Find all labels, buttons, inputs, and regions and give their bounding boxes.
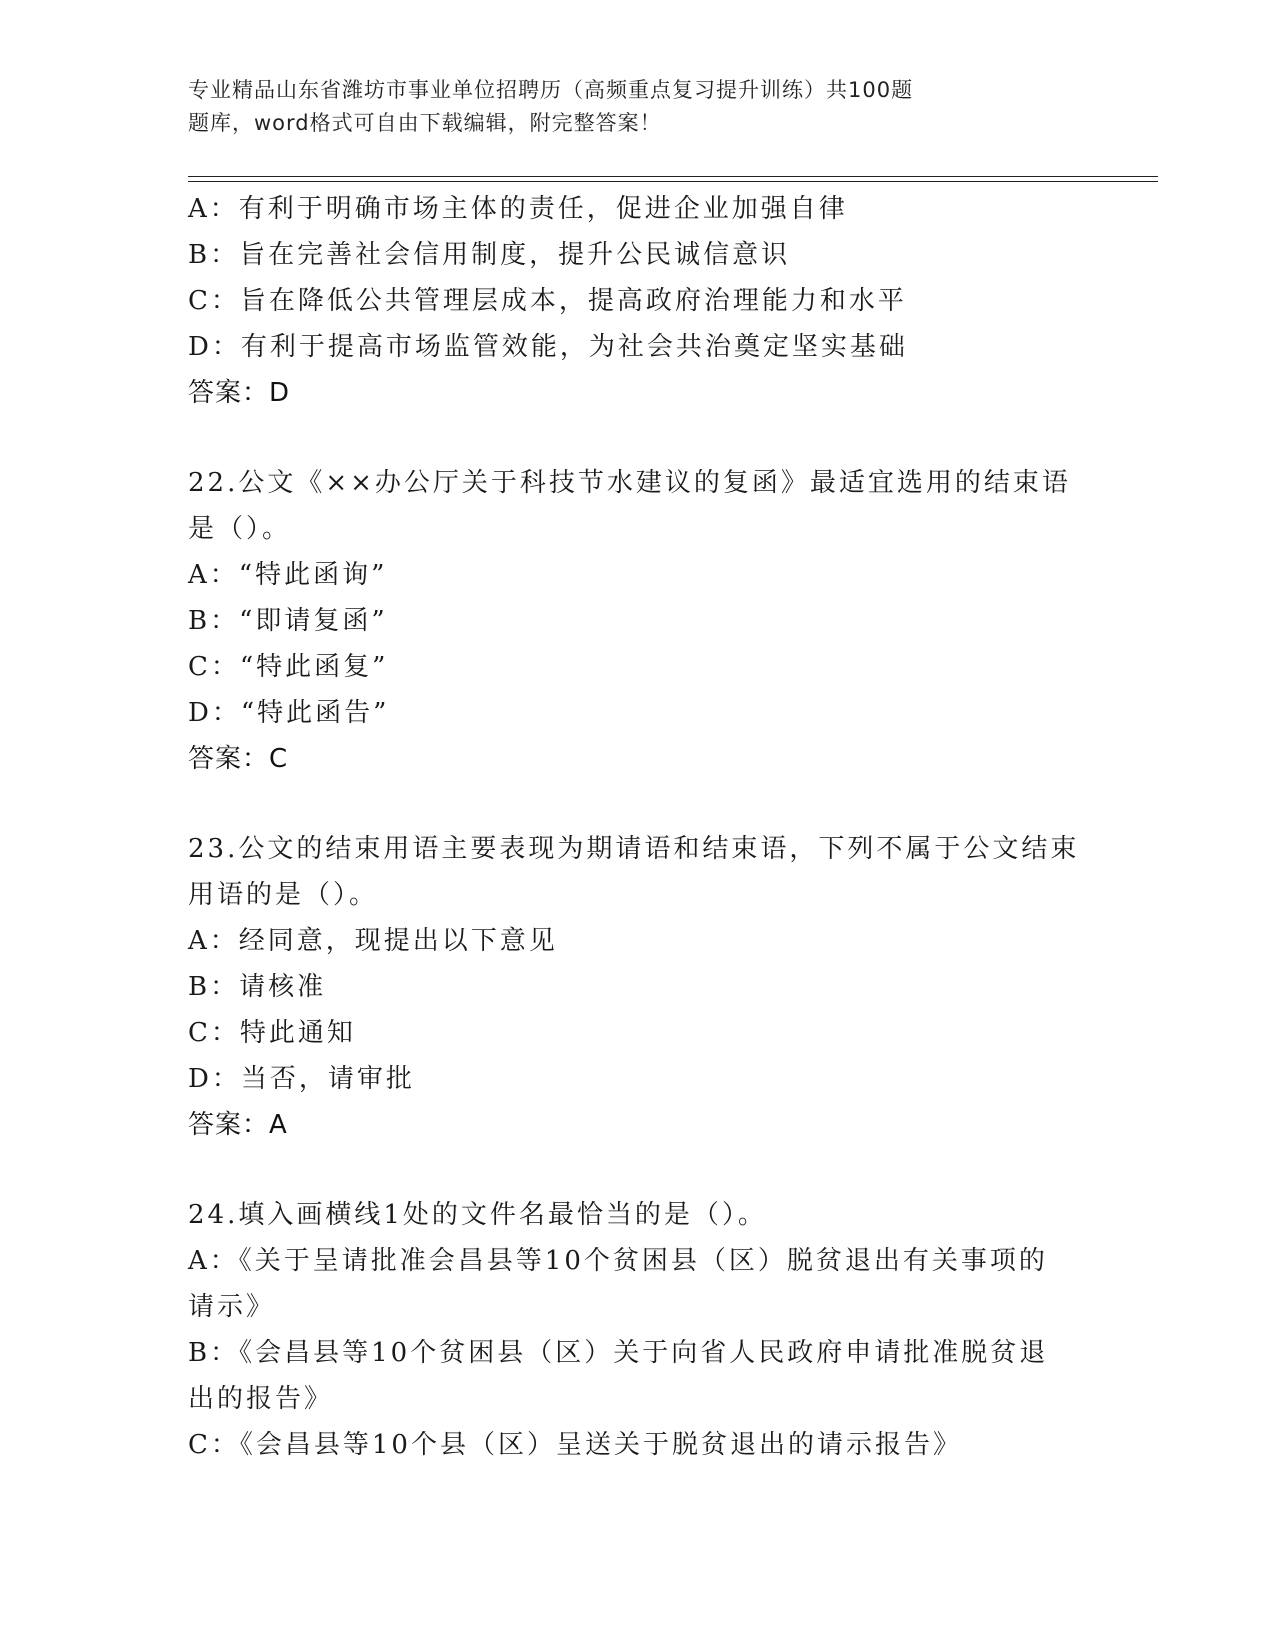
option-a: A：有利于明确市场主体的责任，促进企业加强自律 [188,194,848,224]
option-c: C：旨在降低公共管理层成本，提高政府治理能力和水平 [188,286,907,316]
option-a: A：《关于呈请批准会昌县等10个贫困县（区）脱贫退出有关事项的 [188,1246,1048,1276]
question-stem: 22.公文《××办公厅关于科技节水建议的复函》最适宜选用的结束语 [188,468,1071,498]
option-d: D：当否，请审批 [188,1064,415,1094]
question-21 [188,186,1088,416]
question-23 [188,826,1088,1148]
answer-label: 答案：A [188,1110,288,1140]
option-d: D：有利于提高市场监管效能，为社会共治奠定坚实基础 [188,332,908,362]
option-a: A：经同意，现提出以下意见 [188,926,558,956]
option-b: B：“即请复函” [188,606,388,636]
option-b-continued: 出的报告》 [188,1384,334,1414]
spacer [188,782,1088,826]
question-24 [188,1192,1088,1468]
answer-label: 答案：D [188,378,291,408]
question-stem-continued: 是（）。 [188,514,292,544]
header-title-line-1: 专业精品山东省潍坊市事业单位招聘历（高频重点复习提升训练）共100题 [188,78,914,102]
spacer [188,1148,1088,1192]
document-header [188,74,1048,140]
option-a-continued: 请示》 [188,1292,276,1322]
question-22 [188,460,1088,782]
option-c: C：“特此函复” [188,652,389,682]
option-b: B：旨在完善社会信用制度，提升公民诚信意识 [188,240,791,270]
option-c: C：《会昌县等10个县（区）呈送关于脱贫退出的请示报告》 [188,1430,962,1460]
question-stem-continued: 用语的是（）。 [188,880,379,910]
header-divider-bottom [188,181,1158,182]
spacer [188,416,1088,460]
question-content [188,186,1088,1468]
option-b: B：《会昌县等10个贫困县（区）关于向省人民政府申请批准脱贫退 [188,1338,1049,1368]
option-c: C：特此通知 [188,1018,356,1048]
header-divider-top [188,176,1158,177]
option-a: A：“特此函询” [188,560,388,590]
question-stem: 23.公文的结束用语主要表现为期请语和结束语，下列不属于公文结束 [188,834,1080,864]
option-b: B：请核准 [188,972,327,1002]
option-d: D：“特此函告” [188,698,390,728]
header-title-line-2: 题库，word格式可自由下载编辑，附完整答案！ [188,111,662,135]
question-stem: 24.填入画横线1处的文件名最恰当的是（）。 [188,1200,767,1230]
answer-label: 答案：C [188,744,289,774]
